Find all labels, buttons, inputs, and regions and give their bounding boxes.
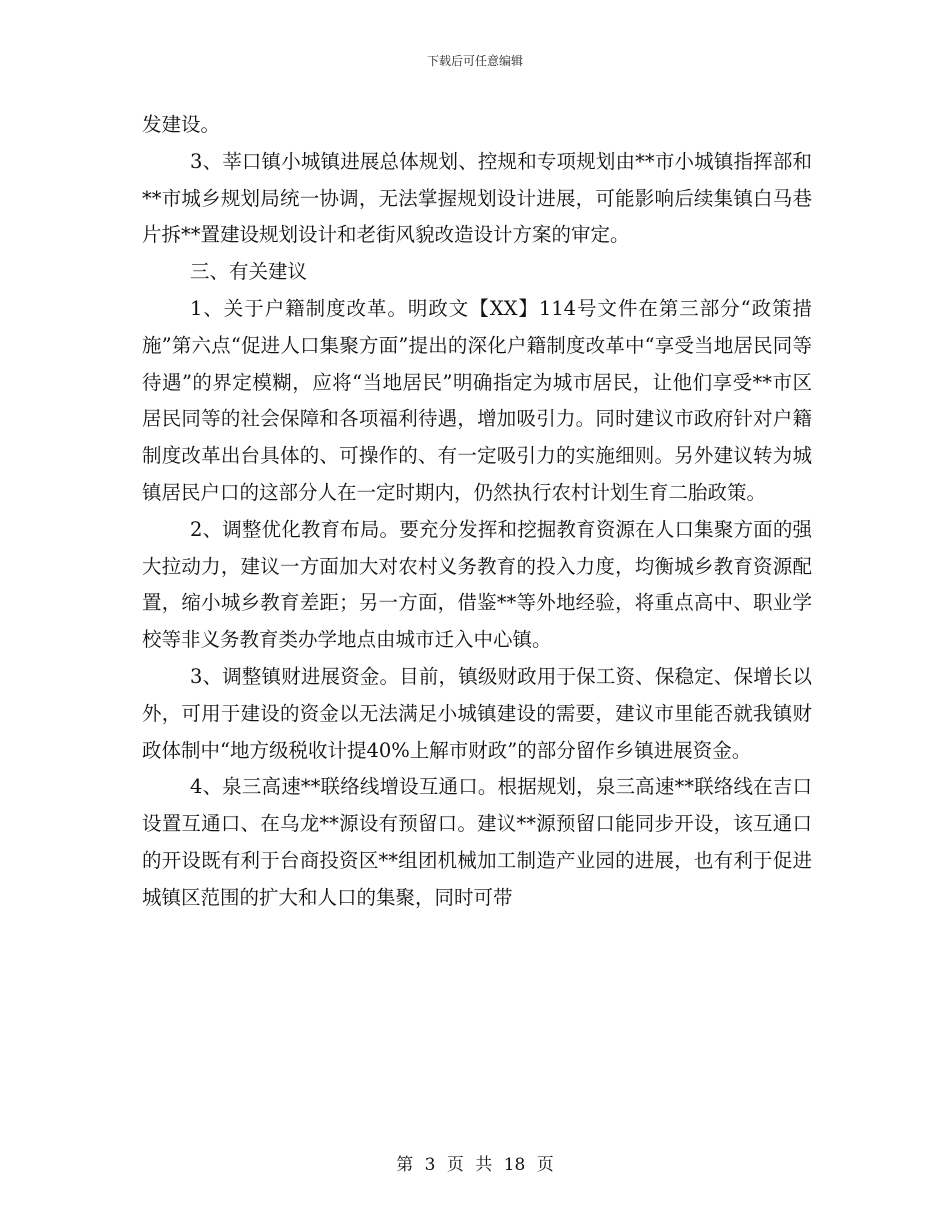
paragraph: 1、关于户籍制度改革。明政文【XX】114号文件在第三部分“政策措施”第六点“促进人口集聚方面”提出的深化户籍制度改革中“享受当地居民同等待遇”的界定模糊，应将“当地居民”明确指定为城市居民，让他们享受**市区居民同等的社会保障和各项福利待遇，增加吸引力。同时建议市政府针对户籍制度改革出台具体的、可操作的、有一定吸引力的实施细则。另外建议转为城镇居民户口的这部分人在一定时期内，仍然执行农村计划生育二胎政策。	[142, 296, 812, 504]
document-body	[142, 107, 812, 917]
page-header: 下载后可任意编辑	[426, 54, 523, 68]
paragraph: 发建设。	[142, 113, 221, 136]
page-footer: 第 3 页 共 18 页	[396, 1155, 554, 1175]
paragraph: 2、调整优化教育布局。要充分发挥和挖掘教育资源在人口集聚方面的强大拉动力，建议一方面加大对农村义务教育的投入力度，均衡城乡教育资源配置，缩小城乡教育差距；另一方面，借鉴**等外地经验，将重点高中、职业学校等非义务教育类办学地点由城市迁入中心镇。	[142, 517, 812, 652]
section-heading: 三、有关建议	[190, 260, 308, 284]
paragraph: 4、泉三高速**联络线增设互通口。根据规划，泉三高速**联络线在吉口设置互通口、在乌龙**源设有预留口。建议**源预留口能同步开设，该互通口的开设既有利于台商投资区**组团机械加工制造产业园的进展，也有利于促进城镇区范围的扩大和人口的集聚，同时可带	[142, 775, 812, 909]
paragraph: 3、莘口镇小城镇进展总体规划、控规和专项规划由**市小城镇指挥部和**市城乡规划局统一协调，无法掌握规划设计进展，可能影响后续集镇白马巷片拆**置建设规划设计和老街风貌改造设计方案的审定。	[142, 149, 812, 247]
paragraph: 3、调整镇财进展资金。目前，镇级财政用于保工资、保稳定、保增长以外，可用于建设的资金以无法满足小城镇建设的需要，建议市里能否就我镇财政体制中“地方级税收计提40%上解市财政”的部分留作乡镇进展资金。	[142, 664, 812, 762]
